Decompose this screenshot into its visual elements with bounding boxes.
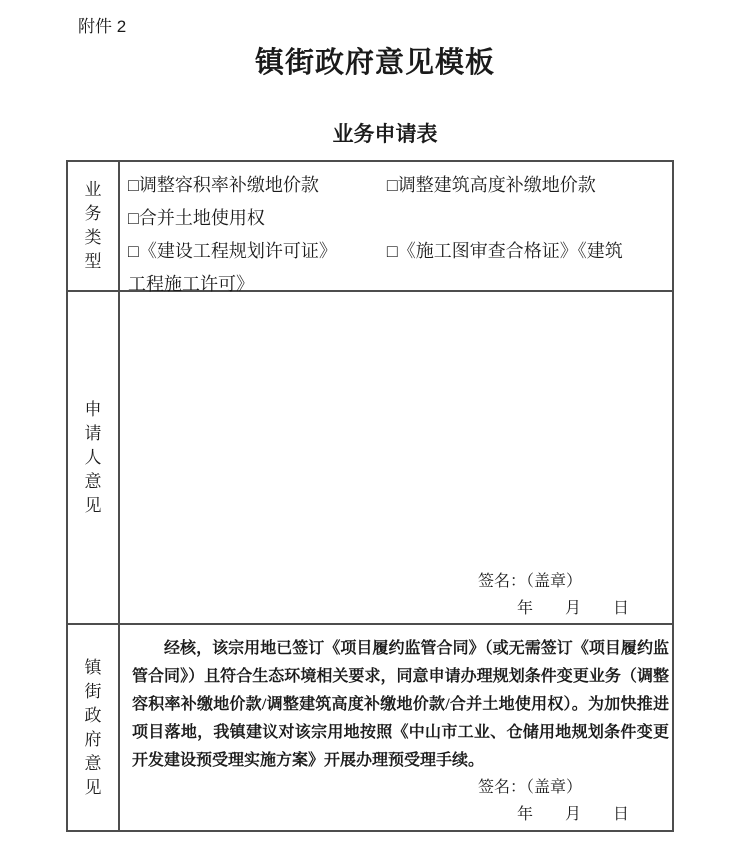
government-opinion-row: [68, 625, 672, 830]
applicant-date-label: 年 月 日: [516, 600, 629, 617]
government-opinion-cell: [120, 625, 672, 830]
checkbox-option-adjust-building-height: □调整建筑高度补缴地价款: [386, 175, 596, 195]
business-type-line-2: [128, 202, 672, 235]
government-signature-block: [120, 775, 672, 832]
government-opinion-label-cell: [68, 625, 120, 830]
government-opinion-text: 经核，该宗用地已签订《项目履约监管合同》（或无需签订《项目履约监管合同》）且符合生态环境相关要求，同意申请办理规划条件变更业务（调整容积率补缴地价款/调整建筑高度补缴地价款/合并土地使用权）。为加快推进项目落地，我镇建议对该宗用地按照《中山市工业、仓储用地规划条件变更开发建设预受理实施方案》开展办理预受理手续。: [132, 640, 669, 769]
business-type-row: [68, 162, 672, 292]
government-date-label: 年 月 日: [516, 806, 629, 823]
business-type-options-cell: [120, 162, 672, 294]
applicant-opinion-row: [68, 292, 672, 625]
checkbox-option-construction-permit-wrap: 工程施工许可》: [128, 274, 254, 294]
business-type-label: 业务类型: [84, 180, 102, 271]
checkbox-option-adjust-plot-ratio: □调整容积率补缴地价款: [128, 175, 319, 195]
attachment-label: 附件 2: [78, 17, 127, 36]
business-type-label-cell: [68, 162, 120, 290]
applicant-signature-label: 签名：（盖章）: [477, 573, 582, 590]
checkbox-option-merge-land-use-right: □合并土地使用权: [128, 208, 265, 228]
applicant-opinion-label-cell: [68, 292, 120, 623]
applicant-opinion-cell: [120, 292, 672, 623]
checkbox-option-construction-review-cert: □《施工图审查合格证》《建筑: [386, 241, 623, 261]
government-opinion-label: 镇街政府意见: [84, 657, 102, 797]
application-form-table: [66, 160, 674, 832]
business-type-line-1: [128, 169, 672, 202]
form-title: 业务申请表: [332, 123, 438, 146]
applicant-opinion-blank-area: [120, 292, 672, 569]
government-signature-label: 签名：（盖章）: [477, 779, 582, 796]
checkbox-option-planning-permit: □《建设工程规划许可证》: [128, 241, 337, 261]
page-title: 镇街政府意见模板: [254, 47, 495, 79]
business-type-line-3: [128, 235, 672, 268]
applicant-opinion-label: 申请人意见: [84, 399, 102, 515]
business-type-options: [120, 162, 672, 301]
